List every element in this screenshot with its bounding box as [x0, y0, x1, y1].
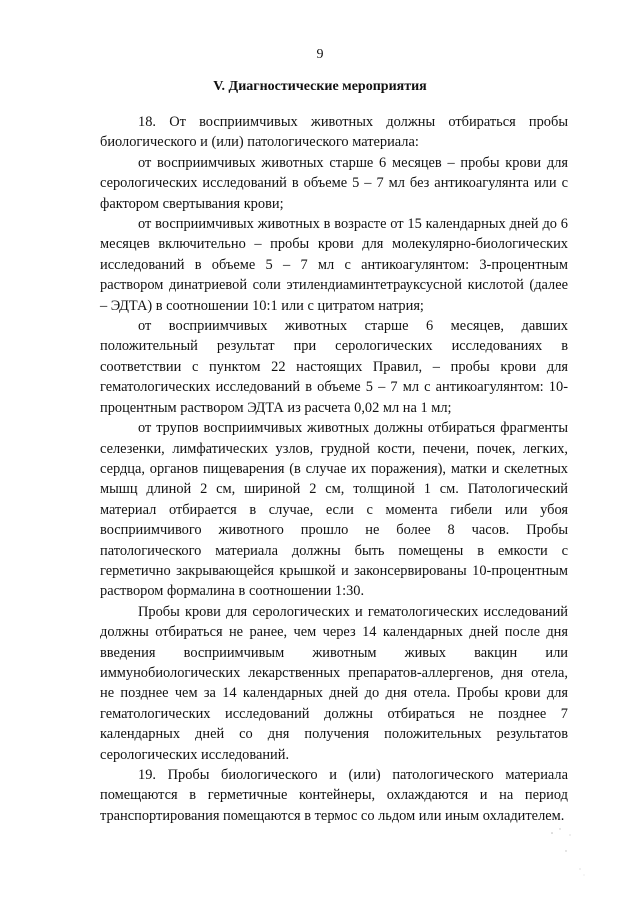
paragraph-blood-positive-result: от восприимчивых животных старше 6 месяцев, давших положительный результат при серологических исследованиях в соответствии с пунктом 22 настоящих Правил, – пробы крови для гематологических исследований в объеме 5 – 7 мл с антикоагулянтом: 10-процентным раствором ЭДТА из расчета 0,02 мл на 1 мл;	[100, 318, 568, 416]
scan-artifact-marks	[540, 825, 590, 885]
section-heading: V. Диагностические мероприятия	[213, 79, 427, 94]
paragraph-18: 18. От восприимчивых животных должны отбираться пробы биологического и (или) патологического материала:	[100, 114, 568, 151]
page-number: 9	[316, 47, 324, 62]
paragraph-carcass-samples: от трупов восприимчивых животных должны отбираться фрагменты селезенки, лимфатических узлов, грудной кости, печени, почек, легких, сердца, органов пищеварения (в случае их поражения), матки и скелетных мышц длиной 2 см, шириной 2 см, толщиной 1 см. Патологический материал отбирается в случае, если с момента гибели или убоя восприимчивого животного прошло не более 8 часов. Пробы патологического материала должны быть помещены в емкости с герметично закрывающейся крышкой и законсервированы 10-процентным раствором формалина в соотношении 1:30.	[100, 420, 568, 600]
document-body	[100, 112, 568, 826]
paragraph-blood-sampling-timing: Пробы крови для серологических и гематологических исследований должны отбираться не ранее, чем через 14 календарных дней после дня введения восприимчивым животным живых вакцин или иммунобиологических лекарственных препаратов-аллергенов, дня отела, не позднее чем за 14 календарных дней до дня отела. Пробы крови для гематологических исследований должны отбираться не позднее 7 календарных дней со дня получения положительных результатов серологических исследований.	[100, 603, 568, 763]
paragraph-blood-older-6-months: от восприимчивых животных старше 6 месяцев – пробы крови для серологических исследований в объеме 5 – 7 мл без антикоагулянта или с фактором свертывания крови;	[100, 154, 568, 212]
paragraph-blood-15-days-to-6-months: от восприимчивых животных в возрасте от 15 календарных дней до 6 месяцев включительно – пробы крови для молекулярно-биологических исследований в объеме 5 – 7 мл с антикоагулянтом: 3-процентным раствором динатриевой соли этилендиаминтетрауксусной кислотой (далее – ЭДТА) в соотношении 10:1 или с цитратом натрия;	[100, 216, 568, 314]
paragraph-19: 19. Пробы биологического и (или) патологического материала помещаются в герметичные контейнеры, охлаждаются и на период транспортирования помещаются в термос со льдом или иным охладителем.	[100, 767, 568, 824]
